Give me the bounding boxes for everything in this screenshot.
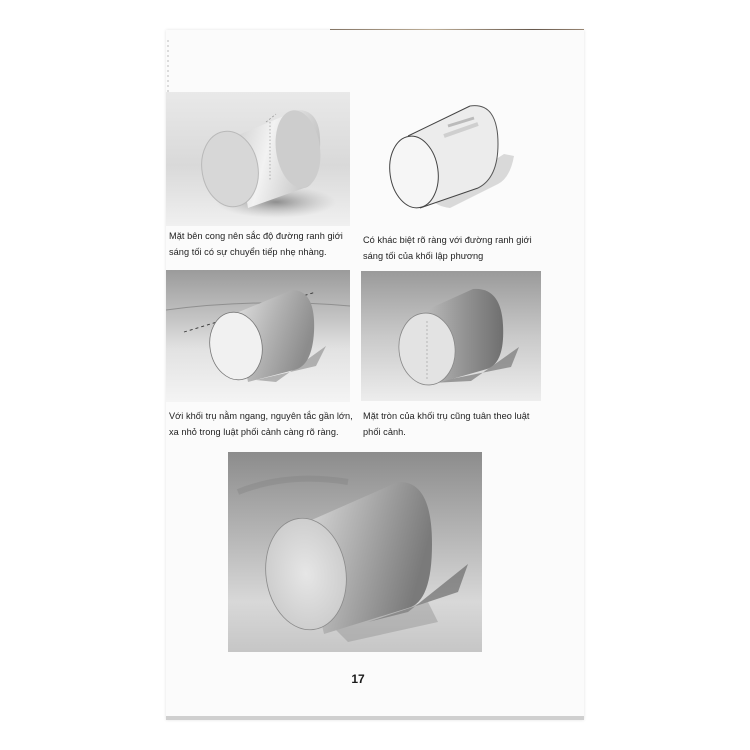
- caption-line: phối cảnh.: [363, 427, 406, 437]
- caption-line: Mặt tròn của khối trụ cũng tuân theo luật: [363, 411, 530, 421]
- caption-line: Với khối trụ nằm ngang, nguyên tắc gần lớn,: [169, 411, 353, 421]
- margin-marks: [165, 40, 171, 100]
- caption-figure-1: [169, 228, 343, 260]
- page-bottom-edge: [166, 716, 584, 720]
- caption-line: xa nhỏ trong luật phối cảnh càng rõ ràng.: [169, 427, 339, 437]
- caption-line: sáng tối có sự chuyển tiếp nhẹ nhàng.: [169, 247, 327, 257]
- caption-figure-3: [169, 408, 353, 440]
- caption-line: Có khác biệt rõ ràng với đường ranh giới: [363, 235, 532, 245]
- figure-cylinder-standing-sketch: [361, 271, 541, 401]
- figure-cylinder-large-sketch: [228, 452, 482, 652]
- caption-line: sáng tối của khối lập phương: [363, 251, 484, 261]
- caption-line: Mặt bên cong nên sắc độ đường ranh giới: [169, 231, 343, 241]
- figure-cylinder-photo: [166, 92, 350, 226]
- caption-figure-2: [363, 232, 532, 264]
- figure-cylinder-perspective-sketch: [166, 270, 350, 402]
- caption-figure-4: [363, 408, 530, 440]
- figure-cylinder-line-drawing: [378, 96, 528, 212]
- page-number: 17: [351, 672, 365, 686]
